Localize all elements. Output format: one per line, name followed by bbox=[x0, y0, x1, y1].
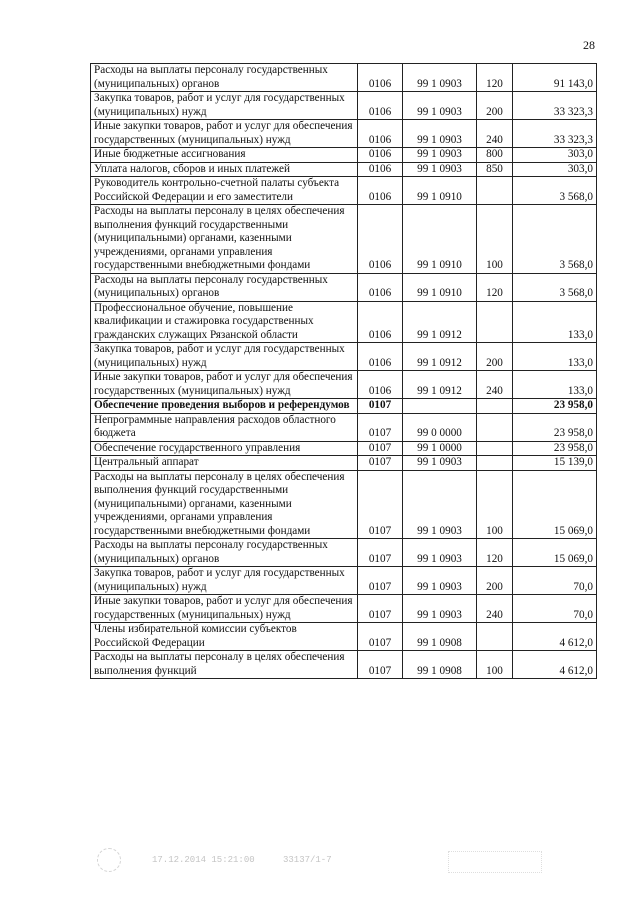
row-section: 0106 bbox=[358, 343, 403, 371]
row-sum: 15 069,0 bbox=[513, 470, 597, 539]
row-article bbox=[403, 399, 477, 414]
row-name: Расходы на выплаты персоналу государственных (муниципальных) органов bbox=[91, 64, 358, 92]
row-section: 0106 bbox=[358, 92, 403, 120]
row-section: 0107 bbox=[358, 595, 403, 623]
row-article: 99 1 0910 bbox=[403, 273, 477, 301]
table-row bbox=[91, 162, 597, 177]
row-name: Закупка товаров, работ и услуг для государственных (муниципальных) нужд bbox=[91, 567, 358, 595]
row-section: 0106 bbox=[358, 205, 403, 274]
row-sum: 33 323,3 bbox=[513, 92, 597, 120]
row-section: 0107 bbox=[358, 399, 403, 414]
table-row bbox=[91, 148, 597, 163]
row-name: Руководитель контрольно-счетной палаты субъекта Российской Федерации и его заместители bbox=[91, 177, 358, 205]
row-sum: 23 958,0 bbox=[513, 413, 597, 441]
row-name: Центральный аппарат bbox=[91, 456, 358, 471]
row-article: 99 1 0910 bbox=[403, 177, 477, 205]
footer-timestamp: 17.12.2014 15:21:00 bbox=[152, 855, 255, 865]
row-exp-type: 200 bbox=[477, 343, 513, 371]
row-name: Непрограммные направления расходов областного бюджета bbox=[91, 413, 358, 441]
table-row bbox=[91, 92, 597, 120]
row-sum: 303,0 bbox=[513, 148, 597, 163]
row-sum: 15 069,0 bbox=[513, 539, 597, 567]
row-article: 99 1 0910 bbox=[403, 205, 477, 274]
row-article: 99 1 0903 bbox=[403, 456, 477, 471]
row-name: Расходы на выплаты персоналу в целях обеспечения выполнения функций bbox=[91, 651, 358, 679]
row-section: 0106 bbox=[358, 371, 403, 399]
row-sum: 23 958,0 bbox=[513, 441, 597, 456]
table-row bbox=[91, 470, 597, 539]
row-section: 0106 bbox=[358, 301, 403, 343]
row-sum: 91 143,0 bbox=[513, 64, 597, 92]
table-row bbox=[91, 651, 597, 679]
row-article: 99 0 0000 bbox=[403, 413, 477, 441]
table-row-section-header bbox=[91, 399, 597, 414]
row-exp-type: 120 bbox=[477, 273, 513, 301]
row-exp-type bbox=[477, 413, 513, 441]
row-exp-type: 120 bbox=[477, 539, 513, 567]
row-name: Расходы на выплаты персоналу в целях обеспечения выполнения функций государственными (муниципальными) органами, казенными учреждениями, органами управления государственными внебюджетными фондами bbox=[91, 205, 358, 274]
row-sum: 23 958,0 bbox=[513, 399, 597, 414]
row-name: Уплата налогов, сборов и иных платежей bbox=[91, 162, 358, 177]
row-article: 99 1 0903 bbox=[403, 567, 477, 595]
row-sum: 70,0 bbox=[513, 567, 597, 595]
row-section: 0107 bbox=[358, 623, 403, 651]
table-row bbox=[91, 413, 597, 441]
table-row bbox=[91, 623, 597, 651]
row-section: 0107 bbox=[358, 651, 403, 679]
row-name: Иные закупки товаров, работ и услуг для обеспечения государственных (муниципальных) нужд bbox=[91, 371, 358, 399]
row-exp-type: 100 bbox=[477, 470, 513, 539]
table-row bbox=[91, 301, 597, 343]
row-name: Иные закупки товаров, работ и услуг для обеспечения государственных (муниципальных) нужд bbox=[91, 595, 358, 623]
row-article: 99 1 0912 bbox=[403, 301, 477, 343]
row-section: 0107 bbox=[358, 413, 403, 441]
registration-stamp bbox=[448, 851, 542, 873]
row-section: 0107 bbox=[358, 441, 403, 456]
table-row bbox=[91, 539, 597, 567]
row-sum: 3 568,0 bbox=[513, 273, 597, 301]
row-article: 99 1 0903 bbox=[403, 92, 477, 120]
row-exp-type: 120 bbox=[477, 64, 513, 92]
table-row bbox=[91, 205, 597, 274]
table-row bbox=[91, 273, 597, 301]
row-article: 99 1 0903 bbox=[403, 595, 477, 623]
row-article: 99 1 0908 bbox=[403, 651, 477, 679]
row-exp-type: 800 bbox=[477, 148, 513, 163]
row-sum: 33 323,3 bbox=[513, 120, 597, 148]
table-row bbox=[91, 343, 597, 371]
table-row bbox=[91, 120, 597, 148]
row-name: Профессиональное обучение, повышение квалификации и стажировка государственных гражданских служащих Рязанской области bbox=[91, 301, 358, 343]
row-section: 0106 bbox=[358, 177, 403, 205]
row-name: Расходы на выплаты персоналу в целях обеспечения выполнения функций государственными (муниципальными) органами, казенными учреждениями, органами управления государственными внебюджетными фондами bbox=[91, 470, 358, 539]
row-section: 0107 bbox=[358, 567, 403, 595]
row-exp-type: 850 bbox=[477, 162, 513, 177]
row-name: Обеспечение государственного управления bbox=[91, 441, 358, 456]
row-exp-type: 100 bbox=[477, 205, 513, 274]
row-exp-type: 240 bbox=[477, 371, 513, 399]
row-article: 99 1 0000 bbox=[403, 441, 477, 456]
footer-doc-code: 33137/1-7 bbox=[283, 855, 332, 865]
row-exp-type bbox=[477, 456, 513, 471]
row-section: 0107 bbox=[358, 470, 403, 539]
row-exp-type bbox=[477, 441, 513, 456]
row-sum: 70,0 bbox=[513, 595, 597, 623]
row-sum: 3 568,0 bbox=[513, 205, 597, 274]
row-name: Закупка товаров, работ и услуг для государственных (муниципальных) нужд bbox=[91, 343, 358, 371]
row-name: Члены избирательной комиссии субъектов Российской Федерации bbox=[91, 623, 358, 651]
row-sum: 4 612,0 bbox=[513, 623, 597, 651]
row-sum: 133,0 bbox=[513, 371, 597, 399]
row-section: 0107 bbox=[358, 456, 403, 471]
row-exp-type: 240 bbox=[477, 595, 513, 623]
budget-table bbox=[90, 63, 597, 679]
row-exp-type bbox=[477, 399, 513, 414]
table-row bbox=[91, 177, 597, 205]
row-article: 99 1 0908 bbox=[403, 623, 477, 651]
row-sum: 303,0 bbox=[513, 162, 597, 177]
stamp-mark bbox=[97, 848, 121, 872]
row-name: Иные бюджетные ассигнования bbox=[91, 148, 358, 163]
row-exp-type: 200 bbox=[477, 567, 513, 595]
table-row bbox=[91, 371, 597, 399]
row-sum: 15 139,0 bbox=[513, 456, 597, 471]
table-row bbox=[91, 456, 597, 471]
table-row bbox=[91, 567, 597, 595]
row-name: Иные закупки товаров, работ и услуг для обеспечения государственных (муниципальных) нужд bbox=[91, 120, 358, 148]
row-section: 0106 bbox=[358, 162, 403, 177]
row-name: Закупка товаров, работ и услуг для государственных (муниципальных) нужд bbox=[91, 92, 358, 120]
budget-table-body bbox=[91, 64, 597, 679]
row-section: 0106 bbox=[358, 120, 403, 148]
row-name: Обеспечение проведения выборов и референдумов bbox=[91, 399, 358, 414]
table-row bbox=[91, 441, 597, 456]
row-exp-type: 240 bbox=[477, 120, 513, 148]
page-number: 28 bbox=[583, 38, 595, 52]
table-row bbox=[91, 595, 597, 623]
row-section: 0107 bbox=[358, 539, 403, 567]
row-article: 99 1 0903 bbox=[403, 148, 477, 163]
row-section: 0106 bbox=[358, 64, 403, 92]
row-article: 99 1 0903 bbox=[403, 64, 477, 92]
row-exp-type bbox=[477, 623, 513, 651]
row-article: 99 1 0903 bbox=[403, 470, 477, 539]
row-exp-type bbox=[477, 177, 513, 205]
row-section: 0106 bbox=[358, 148, 403, 163]
row-sum: 133,0 bbox=[513, 343, 597, 371]
row-sum: 3 568,0 bbox=[513, 177, 597, 205]
row-exp-type: 200 bbox=[477, 92, 513, 120]
row-sum: 4 612,0 bbox=[513, 651, 597, 679]
row-article: 99 1 0903 bbox=[403, 162, 477, 177]
row-sum: 133,0 bbox=[513, 301, 597, 343]
table-row bbox=[91, 64, 597, 92]
row-article: 99 1 0903 bbox=[403, 120, 477, 148]
row-section: 0106 bbox=[358, 273, 403, 301]
row-article: 99 1 0903 bbox=[403, 539, 477, 567]
row-exp-type: 100 bbox=[477, 651, 513, 679]
row-article: 99 1 0912 bbox=[403, 343, 477, 371]
row-name: Расходы на выплаты персоналу государственных (муниципальных) органов bbox=[91, 273, 358, 301]
row-article: 99 1 0912 bbox=[403, 371, 477, 399]
row-name: Расходы на выплаты персоналу государственных (муниципальных) органов bbox=[91, 539, 358, 567]
row-exp-type bbox=[477, 301, 513, 343]
